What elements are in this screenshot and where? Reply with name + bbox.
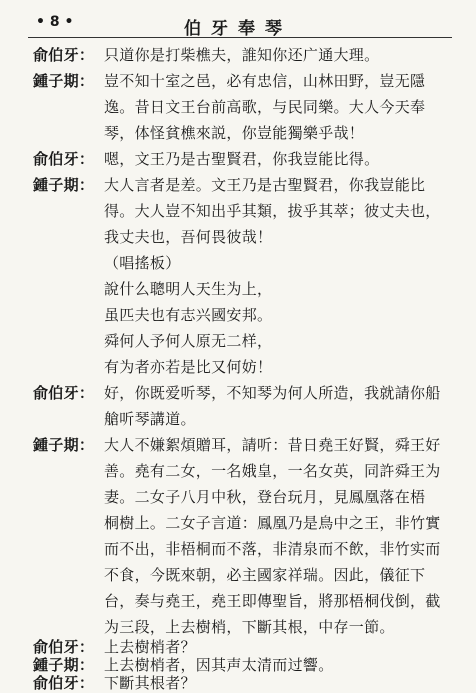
dialogue-line <box>0 672 476 690</box>
lyric-text: 舜何人予何人原无二样， <box>104 332 273 350</box>
dialogue-line <box>0 200 476 226</box>
speaker-label: 俞伯牙： <box>33 150 95 168</box>
lyric-text: 說什么聰明人天生为上， <box>104 280 273 298</box>
dialogue-text: 为三段，上去樹梢，下斷其根，中存一節。 <box>104 618 395 636</box>
stage-direction <box>0 252 476 278</box>
dialogue-text: 好，你既爱听琴，不知琴为何人所造，我就請你船 <box>104 384 441 402</box>
dialogue-line <box>0 486 476 512</box>
dialogue-text: 只道你是打柴樵夫，誰知你还广通大理。 <box>104 46 380 64</box>
speaker-label: 俞伯牙： <box>33 384 95 402</box>
speaker-label: 鍾子期： <box>33 72 95 90</box>
dialogue-line <box>0 512 476 538</box>
dialogue-text: 善。堯有二女，一名娥皇，一名女英，同許舜王为 <box>104 462 441 480</box>
dialogue-text: 我丈夫也，吾何畏彼哉！ <box>104 228 273 246</box>
dialogue-line <box>0 174 476 200</box>
dialogue-text: 台，奏与堯王，堯王即傳聖旨，將那梧桐伐倒，截 <box>104 592 441 610</box>
speaker-label: 鍾子期： <box>33 176 95 194</box>
speaker-label: 俞伯牙： <box>33 638 95 656</box>
lyric-text: 虽匹夫也有志兴國安邦。 <box>104 306 273 324</box>
dialogue-text: 下斷其根者？ <box>104 674 196 692</box>
dialogue-text: 而不出，非梧桐而不落，非清泉而不飲，非竹实而 <box>104 540 441 558</box>
dialogue-text: 桐樹上。二女子言道：鳳凰乃是鳥中之王，非竹實 <box>104 514 441 532</box>
dialogue-text: 豈不知十室之邑，必有忠信，山林田野，豈无隱 <box>104 72 426 90</box>
dialogue-text: 琴，体怪貧樵來説，你豈能獨樂乎哉！ <box>104 124 365 142</box>
lyric-text: 有为者亦若是比又何妨！ <box>104 358 273 376</box>
dialogue-line <box>0 382 476 408</box>
lyric-line <box>0 304 476 330</box>
dialogue-line <box>0 96 476 122</box>
dialogue-text: 嗯，文王乃是古聖賢君，你我豈能比得。 <box>104 150 380 168</box>
lyric-line <box>0 356 476 382</box>
dialogue-text: 逸。昔日文王台前高歌，与民同樂。大人今天奉 <box>104 98 426 116</box>
speaker-label: 鍾子期： <box>33 656 95 674</box>
dialogue-line <box>0 564 476 590</box>
speaker-label: 俞伯牙： <box>33 46 95 64</box>
running-title: 伯牙奉琴 <box>184 19 292 39</box>
dialogue-text: 艙听琴講道。 <box>104 410 196 428</box>
stage-direction-text: （唱搖板） <box>104 254 181 272</box>
lyric-line <box>0 330 476 356</box>
dialogue-text: 妻。二女子八月中秋，登台玩月，見鳳凰落在梧 <box>104 488 426 506</box>
dialogue-text: 上去樹梢者，因其声太清而过響。 <box>104 656 334 674</box>
dialogue-line <box>0 70 476 96</box>
dialogue-line <box>0 434 476 460</box>
dialogue-text: 不食，今既來朝，必主國家祥瑞。因此，儀征下 <box>104 566 426 584</box>
dialogue-text: 大人不嫌絮煩贈耳，請听：昔日堯王好賢，舜王好 <box>104 436 441 454</box>
page-number: • 8 • <box>36 14 74 30</box>
dialogue-line <box>0 460 476 486</box>
dialogue-text: 大人言者是差。文王乃是古聖賢君，你我豈能比 <box>104 176 426 194</box>
speaker-label: 鍾子期： <box>33 436 95 454</box>
dialogue-line <box>0 148 476 174</box>
dialogue-line <box>0 122 476 148</box>
dialogue-text: 得。大人豈不知出乎其類，拔乎其萃；彼丈夫也， <box>104 202 441 220</box>
header-rule <box>28 37 452 38</box>
lyric-line <box>0 278 476 304</box>
dialogue-line <box>0 226 476 252</box>
dialogue-line <box>0 538 476 564</box>
dialogue-line <box>0 408 476 434</box>
dialogue-line <box>0 590 476 616</box>
dialogue-text: 上去樹梢者？ <box>104 638 196 656</box>
speaker-label: 俞伯牙： <box>33 674 95 692</box>
dialogue-line <box>0 44 476 70</box>
page-header <box>0 14 476 39</box>
